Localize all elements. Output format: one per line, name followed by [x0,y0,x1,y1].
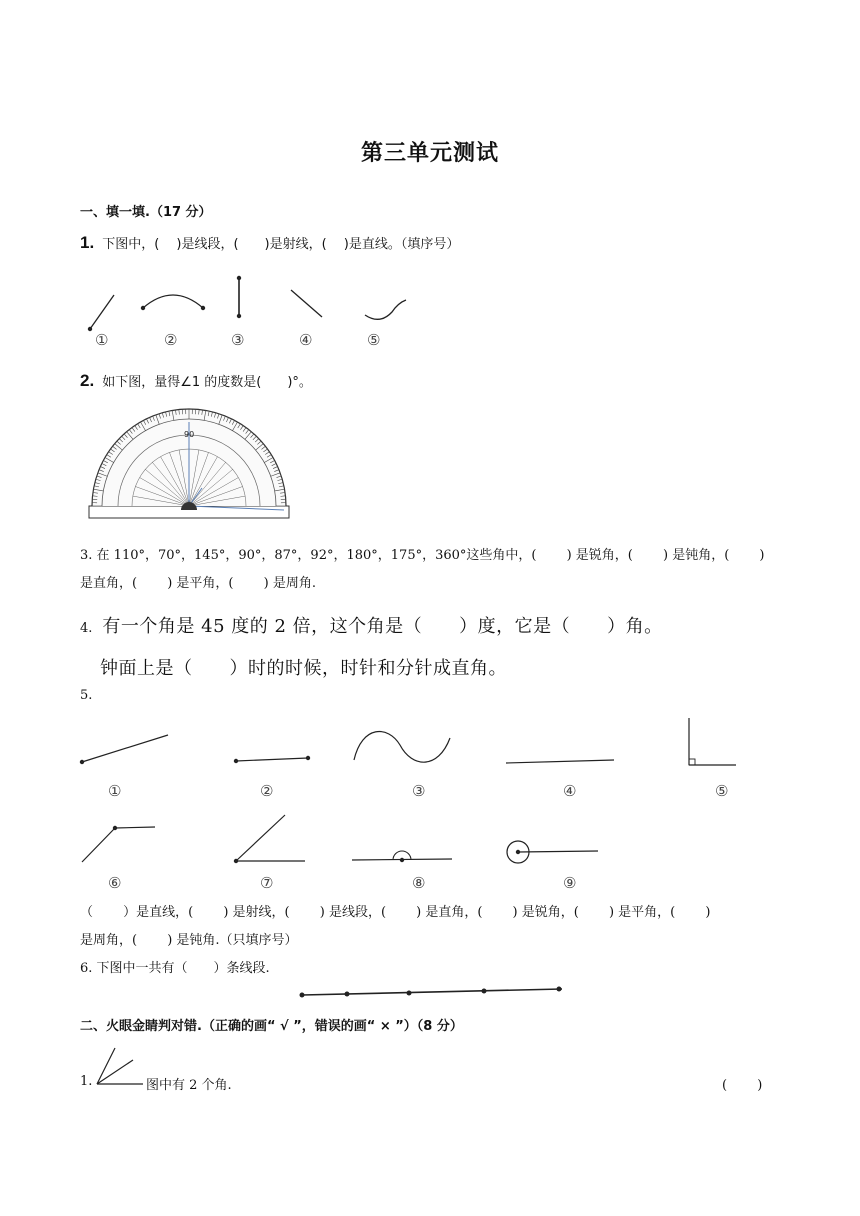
figure-label: ③ [412,782,426,800]
section-2-heading: 二、火眼金睛判对错.（正确的画“ √ ”，错误的画“ × ”）（8 分） [80,1019,463,1034]
question-5-number: 5. [80,688,93,703]
figure-label: ③ [231,331,245,349]
question-3-line-1: 3. 在 110°，70°，145°，90°，87°，92°，180°，175°，360°这些角中，( ) 是锐角，( ) 是钝角，( ) [80,548,765,563]
question-5-line-2: 是周角，( ) 是钝角.（只填序号） [80,933,298,948]
tf-1-answer-blank[interactable]: ( ) [722,1078,763,1093]
figure-label: ④ [563,782,577,800]
question-6: 6. 下图中一共有（ ）条线段. [80,961,270,976]
figure-label: ① [95,331,109,349]
figure-label: ② [260,782,274,800]
question-number: 1. [80,233,95,252]
tf-1-number: 1. [80,1074,93,1089]
figure-label: ⑤ [367,331,381,349]
question-text: 下图中，( )是线段，( )是射线，( )是直线。（填序号） [102,237,460,252]
page-title: 第三单元测试 [360,141,499,166]
figure-label: ⑨ [563,874,577,892]
figure-label: ⑤ [715,782,729,800]
question-4-line-1: 有一个角是 45 度的 2 倍，这个角是（ ）度，它是（ ）角。 [102,616,663,637]
figure-label: ⑦ [260,874,274,892]
figure-label: ① [108,782,122,800]
question-3-line-2: 是直角，( ) 是平角，( ) 是周角. [80,576,316,591]
question-4-line-2: 钟面上是（ ）时的时候，时针和分针成直角。 [100,658,507,679]
question-number: 4. [80,621,93,636]
section-1-heading: 一、填一填.（17 分） [80,205,212,220]
question-text: 如下图，量得∠1 的度数是( )°。 [102,375,312,390]
question-5-line-1: （ ）是直线，( ) 是射线，( ) 是线段，( ) 是直角，( ) 是锐角，( ) 是平角，( ) [80,905,711,920]
protractor-label: 90 [184,430,195,439]
figure-label: ② [164,331,178,349]
figure-label: ④ [299,331,313,349]
figure-label: ⑧ [412,874,426,892]
tf-1-text: 图中有 2 个角. [146,1078,232,1093]
figure-label: ⑥ [108,874,122,892]
question-number: 2. [80,371,95,390]
